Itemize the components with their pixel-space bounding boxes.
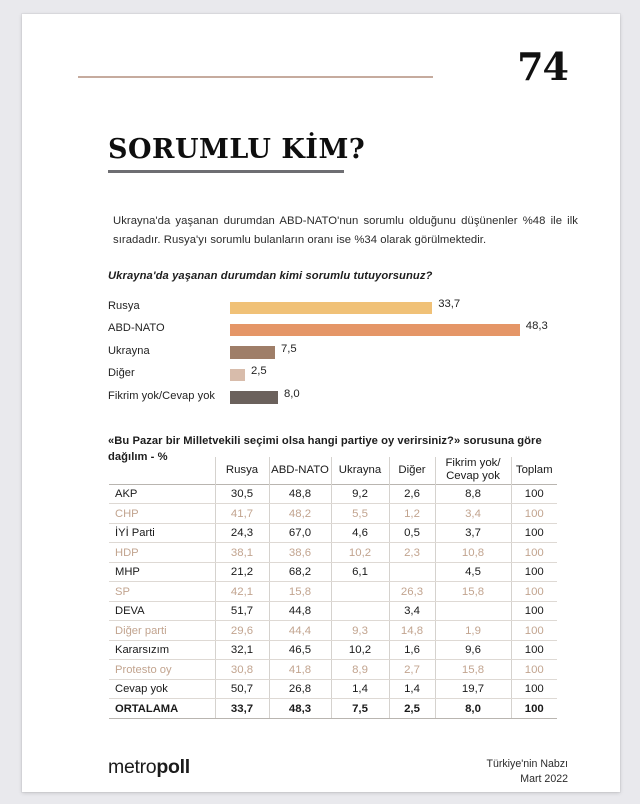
cell-abd-nato: 48,2 <box>269 504 331 524</box>
bar-fill <box>230 324 520 337</box>
table-row <box>109 621 557 641</box>
cell-diger: 2,7 <box>389 660 435 680</box>
cell-toplam: 100 <box>511 699 557 719</box>
cell-toplam: 100 <box>511 562 557 582</box>
cell-fikrim-yok: 19,7 <box>435 679 511 699</box>
table-row <box>109 484 557 504</box>
table-question: «Bu Pazar bir Milletvekili seçimi olsa hangi partiye oy verirsiniz?» sorusuna göre dağılım - % <box>108 435 542 463</box>
cell-fikrim-yok: 8,0 <box>435 699 511 719</box>
cell-toplam: 100 <box>511 523 557 543</box>
col-header-fikrim-yok <box>435 457 511 484</box>
cell-ukrayna: 9,2 <box>331 484 389 504</box>
cell-party: Kararsızım <box>109 640 215 660</box>
col-header-party <box>109 457 215 484</box>
footer-meta <box>486 757 568 787</box>
cell-party: HDP <box>109 543 215 563</box>
distribution-table <box>109 457 557 719</box>
bar-track <box>230 387 578 404</box>
cell-toplam: 100 <box>511 660 557 680</box>
cell-rusya: 38,1 <box>215 543 269 563</box>
bar-row <box>108 319 578 341</box>
cell-fikrim-yok: 9,6 <box>435 640 511 660</box>
cell-abd-nato: 38,6 <box>269 543 331 563</box>
cell-diger: 1,6 <box>389 640 435 660</box>
cell-toplam: 100 <box>511 621 557 641</box>
bar-fill <box>230 302 432 315</box>
cell-toplam: 100 <box>511 543 557 563</box>
brand-bold: poll <box>156 756 190 778</box>
cell-fikrim-yok: 15,8 <box>435 582 511 602</box>
cell-rusya: 29,6 <box>215 621 269 641</box>
chart-question: Ukrayna'da yaşanan durumdan kimi sorumlu tutuyorsunuz? <box>108 270 433 282</box>
table-row <box>109 640 557 660</box>
document-page <box>22 14 620 792</box>
cell-diger: 14,8 <box>389 621 435 641</box>
cell-ukrayna: 10,2 <box>331 543 389 563</box>
cell-rusya: 51,7 <box>215 601 269 621</box>
cell-ukrayna <box>331 601 389 621</box>
cell-toplam: 100 <box>511 679 557 699</box>
cell-toplam: 100 <box>511 601 557 621</box>
cell-diger: 2,3 <box>389 543 435 563</box>
cell-party: SP <box>109 582 215 602</box>
cell-party: Protesto oy <box>109 660 215 680</box>
col-header-diger: Diğer <box>389 457 435 484</box>
cell-abd-nato: 46,5 <box>269 640 331 660</box>
cell-diger: 3,4 <box>389 601 435 621</box>
cell-toplam: 100 <box>511 640 557 660</box>
cell-abd-nato: 48,3 <box>269 699 331 719</box>
page-title: SORUMLU KİM? <box>108 134 366 165</box>
bar-value-label: 7,5 <box>281 342 297 355</box>
table-row <box>109 562 557 582</box>
bar-track <box>230 298 578 315</box>
bar-fill <box>230 346 275 359</box>
cell-abd-nato: 44,4 <box>269 621 331 641</box>
cell-rusya: 24,3 <box>215 523 269 543</box>
intro-paragraph: Ukrayna'da yaşanan durumdan ABD-NATO'nun sorumlu olduğunu düşünenler %48 ile ilk sıradadır. Rusya'yı sorumlu bulanların oranı ise %34 olarak görülmektedir. <box>113 215 578 246</box>
cell-fikrim-yok: 4,5 <box>435 562 511 582</box>
cell-abd-nato: 48,8 <box>269 484 331 504</box>
cell-rusya: 42,1 <box>215 582 269 602</box>
cell-party: DEVA <box>109 601 215 621</box>
cell-diger: 0,5 <box>389 523 435 543</box>
cell-ukrayna <box>331 582 389 602</box>
cell-rusya: 21,2 <box>215 562 269 582</box>
cell-rusya: 50,7 <box>215 679 269 699</box>
cell-ukrayna: 6,1 <box>331 562 389 582</box>
col-header-toplam: Toplam <box>511 457 557 484</box>
cell-rusya: 41,7 <box>215 504 269 524</box>
cell-fikrim-yok: 8,8 <box>435 484 511 504</box>
cell-ukrayna: 9,3 <box>331 621 389 641</box>
col-header-fikrim-line2: Cevap yok <box>446 470 500 483</box>
page-number: 74 <box>517 44 568 89</box>
cell-ukrayna: 5,5 <box>331 504 389 524</box>
metropoll-logo <box>108 756 190 779</box>
cell-abd-nato: 41,8 <box>269 660 331 680</box>
bar-label: Ukrayna <box>108 344 150 357</box>
cell-fikrim-yok: 1,9 <box>435 621 511 641</box>
cell-diger <box>389 562 435 582</box>
bar-fill <box>230 391 278 404</box>
bar-chart <box>108 297 578 409</box>
cell-diger: 26,3 <box>389 582 435 602</box>
bar-row <box>108 297 578 319</box>
cell-fikrim-yok: 10,8 <box>435 543 511 563</box>
cell-ukrayna: 1,4 <box>331 679 389 699</box>
cell-abd-nato: 67,0 <box>269 523 331 543</box>
table-row <box>109 679 557 699</box>
cell-toplam: 100 <box>511 582 557 602</box>
cell-ukrayna: 8,9 <box>331 660 389 680</box>
cell-abd-nato: 44,8 <box>269 601 331 621</box>
cell-diger: 2,6 <box>389 484 435 504</box>
bar-label: ABD-NATO <box>108 322 165 335</box>
cell-diger: 2,5 <box>389 699 435 719</box>
footer-survey-name: Türkiye'nin Nabzı <box>486 758 568 770</box>
bar-label: Fikrim yok/Cevap yok <box>108 389 216 402</box>
table-body <box>109 484 557 718</box>
cell-party: CHP <box>109 504 215 524</box>
cell-party: ORTALAMA <box>109 699 215 719</box>
cell-fikrim-yok <box>435 601 511 621</box>
bar-row <box>108 364 578 386</box>
bar-track <box>230 365 578 382</box>
cell-toplam: 100 <box>511 504 557 524</box>
cell-rusya: 30,8 <box>215 660 269 680</box>
table-row <box>109 660 557 680</box>
distribution-table-wrapper <box>109 457 553 719</box>
cell-party: AKP <box>109 484 215 504</box>
header-rule <box>78 76 433 78</box>
footer-survey-date: Mart 2022 <box>520 773 568 786</box>
cell-party: Cevap yok <box>109 679 215 699</box>
cell-ukrayna: 10,2 <box>331 640 389 660</box>
cell-ukrayna: 4,6 <box>331 523 389 543</box>
table-row <box>109 504 557 524</box>
cell-party: MHP <box>109 562 215 582</box>
bar-label: Diğer <box>108 367 135 380</box>
cell-fikrim-yok: 3,7 <box>435 523 511 543</box>
bar-row <box>108 387 578 409</box>
cell-party: Diğer parti <box>109 621 215 641</box>
col-header-rusya: Rusya <box>215 457 269 484</box>
bar-value-label: 48,3 <box>525 320 548 333</box>
table-head <box>109 457 557 484</box>
col-header-fikrim-line1: Fikrim yok/ <box>445 457 501 469</box>
bar-value-label: 8,0 <box>284 387 300 400</box>
cell-abd-nato: 26,8 <box>269 679 331 699</box>
cell-fikrim-yok: 15,8 <box>435 660 511 680</box>
brand-light: metro <box>108 756 157 778</box>
bar-fill <box>230 369 245 382</box>
col-header-ukrayna: Ukrayna <box>331 457 389 484</box>
bar-value-label: 33,7 <box>438 298 461 310</box>
title-underline <box>108 170 344 173</box>
table-row <box>109 699 557 719</box>
page-title-block <box>108 136 365 173</box>
table-header-row <box>109 457 557 484</box>
cell-diger: 1,4 <box>389 679 435 699</box>
cell-rusya: 33,7 <box>215 699 269 719</box>
table-row <box>109 543 557 563</box>
cell-abd-nato: 15,8 <box>269 582 331 602</box>
cell-diger: 1,2 <box>389 504 435 524</box>
bar-label: Rusya <box>108 300 140 312</box>
table-row <box>109 523 557 543</box>
table-row <box>109 582 557 602</box>
cell-ukrayna: 7,5 <box>331 699 389 719</box>
cell-rusya: 32,1 <box>215 640 269 660</box>
page-header <box>78 44 586 98</box>
cell-rusya: 30,5 <box>215 484 269 504</box>
cell-toplam: 100 <box>511 484 557 504</box>
col-header-abd-nato: ABD-NATO <box>269 457 331 484</box>
bar-track <box>230 342 578 359</box>
bar-value-label: 2,5 <box>251 365 267 378</box>
cell-fikrim-yok: 3,4 <box>435 504 511 524</box>
bar-row <box>108 342 578 364</box>
cell-party: İYİ Parti <box>109 523 215 543</box>
table-row <box>109 601 557 621</box>
page-footer <box>108 756 568 792</box>
cell-abd-nato: 68,2 <box>269 562 331 582</box>
bar-track <box>230 320 578 337</box>
